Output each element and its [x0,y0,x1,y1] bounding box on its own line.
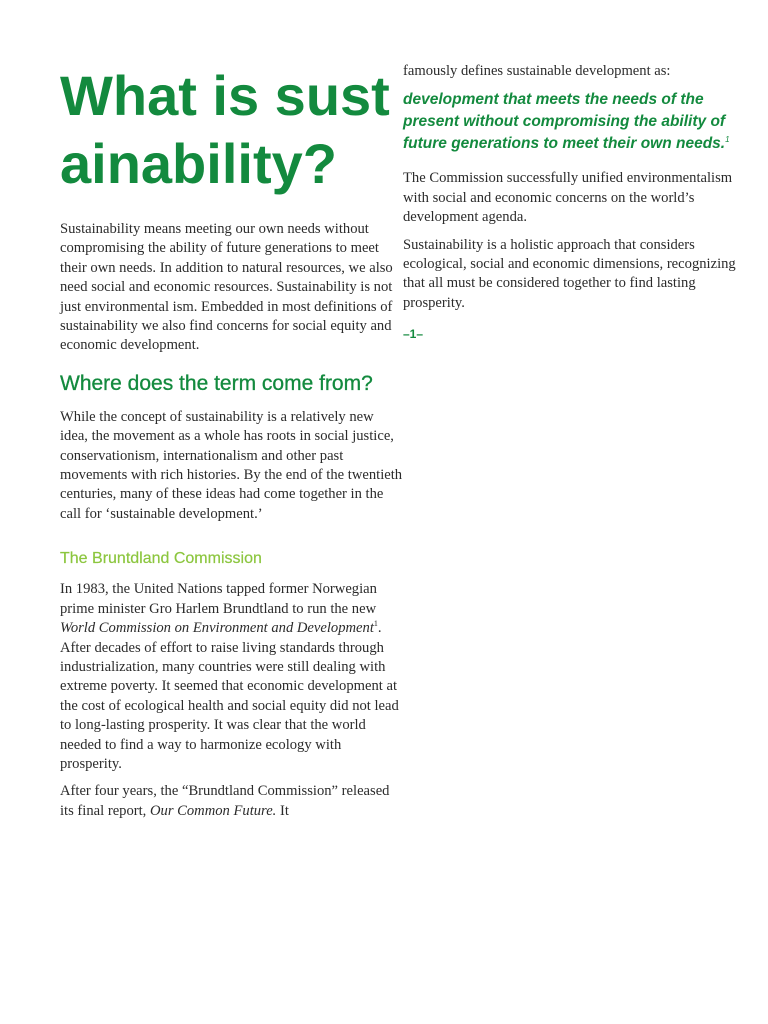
commission-paragraph-1 [60,580,405,774]
commission-p1-text-b: . After decades of effort to raise living standards through industrialization, many countries were still dealing with extreme poverty. It seemed that economic development at the cost of ecological health and social equity did not lead to long-lasting prosperity. It was clear that the world needed to find a way to harmonize ecology with prosperity. [60,620,399,772]
left-column [60,62,405,829]
term-origin-paragraph: While the concept of sustainability is a relatively new idea, the movement as a whole has roots in social justice, conservationism, internationalism and other past movements with rich histories. By the end of the twentieth centuries, many of these ideas had come together in the call for ‘sustainable development.’ [60,408,403,522]
commission-name-italic: World Commission on Environment and Development [60,620,374,637]
commission-p2-text-a: After four years, the “Brundtland Commission” released its final report, [60,783,390,819]
section-heading-term-origin: Where does the term come from? [60,371,373,395]
footnote-marker: 1 [373,619,378,629]
definition-quote [403,89,753,155]
commission-result-paragraph: The Commission successfully unified environmentalism with social and economic concerns on the world’s development agenda. [403,170,733,226]
intro-paragraph: Sustainability means meeting our own needs without compromising the ability of future generations to meet their own needs. In addition to natural resources, we also need social and economic resources. Sustainability is not just environmental ism. Embedded in most definitions of sustainability we also find concerns for social equity and economic development. [60,221,393,354]
commission-p1-text-a: In 1983, the United Nations tapped former Norwegian prime minister Gro Harlem Brundtland to run the new [60,581,377,617]
report-title-italic: Our Common Future. [149,802,277,819]
page-title: What is sustainability? [60,64,390,195]
commission-paragraph-2 [60,782,405,821]
definition-quote-text: development that meets the needs of the present without compromising the ability of future generations to meet their own needs. [403,91,726,153]
section-heading-commission: The Bruntdland Commission [60,550,262,568]
holistic-approach-paragraph: Sustainability is a holistic approach that considers ecological, social and economic dimensions, recognizing that all must be considered together to find lasting prosperity. [403,236,736,311]
quote-footnote-marker: 1 [725,135,730,145]
page-number: –1– [403,327,424,342]
commission-p2-text-b: It [276,802,289,819]
continued-paragraph: famously defines sustainable development as: [403,63,671,79]
right-column [403,62,753,341]
